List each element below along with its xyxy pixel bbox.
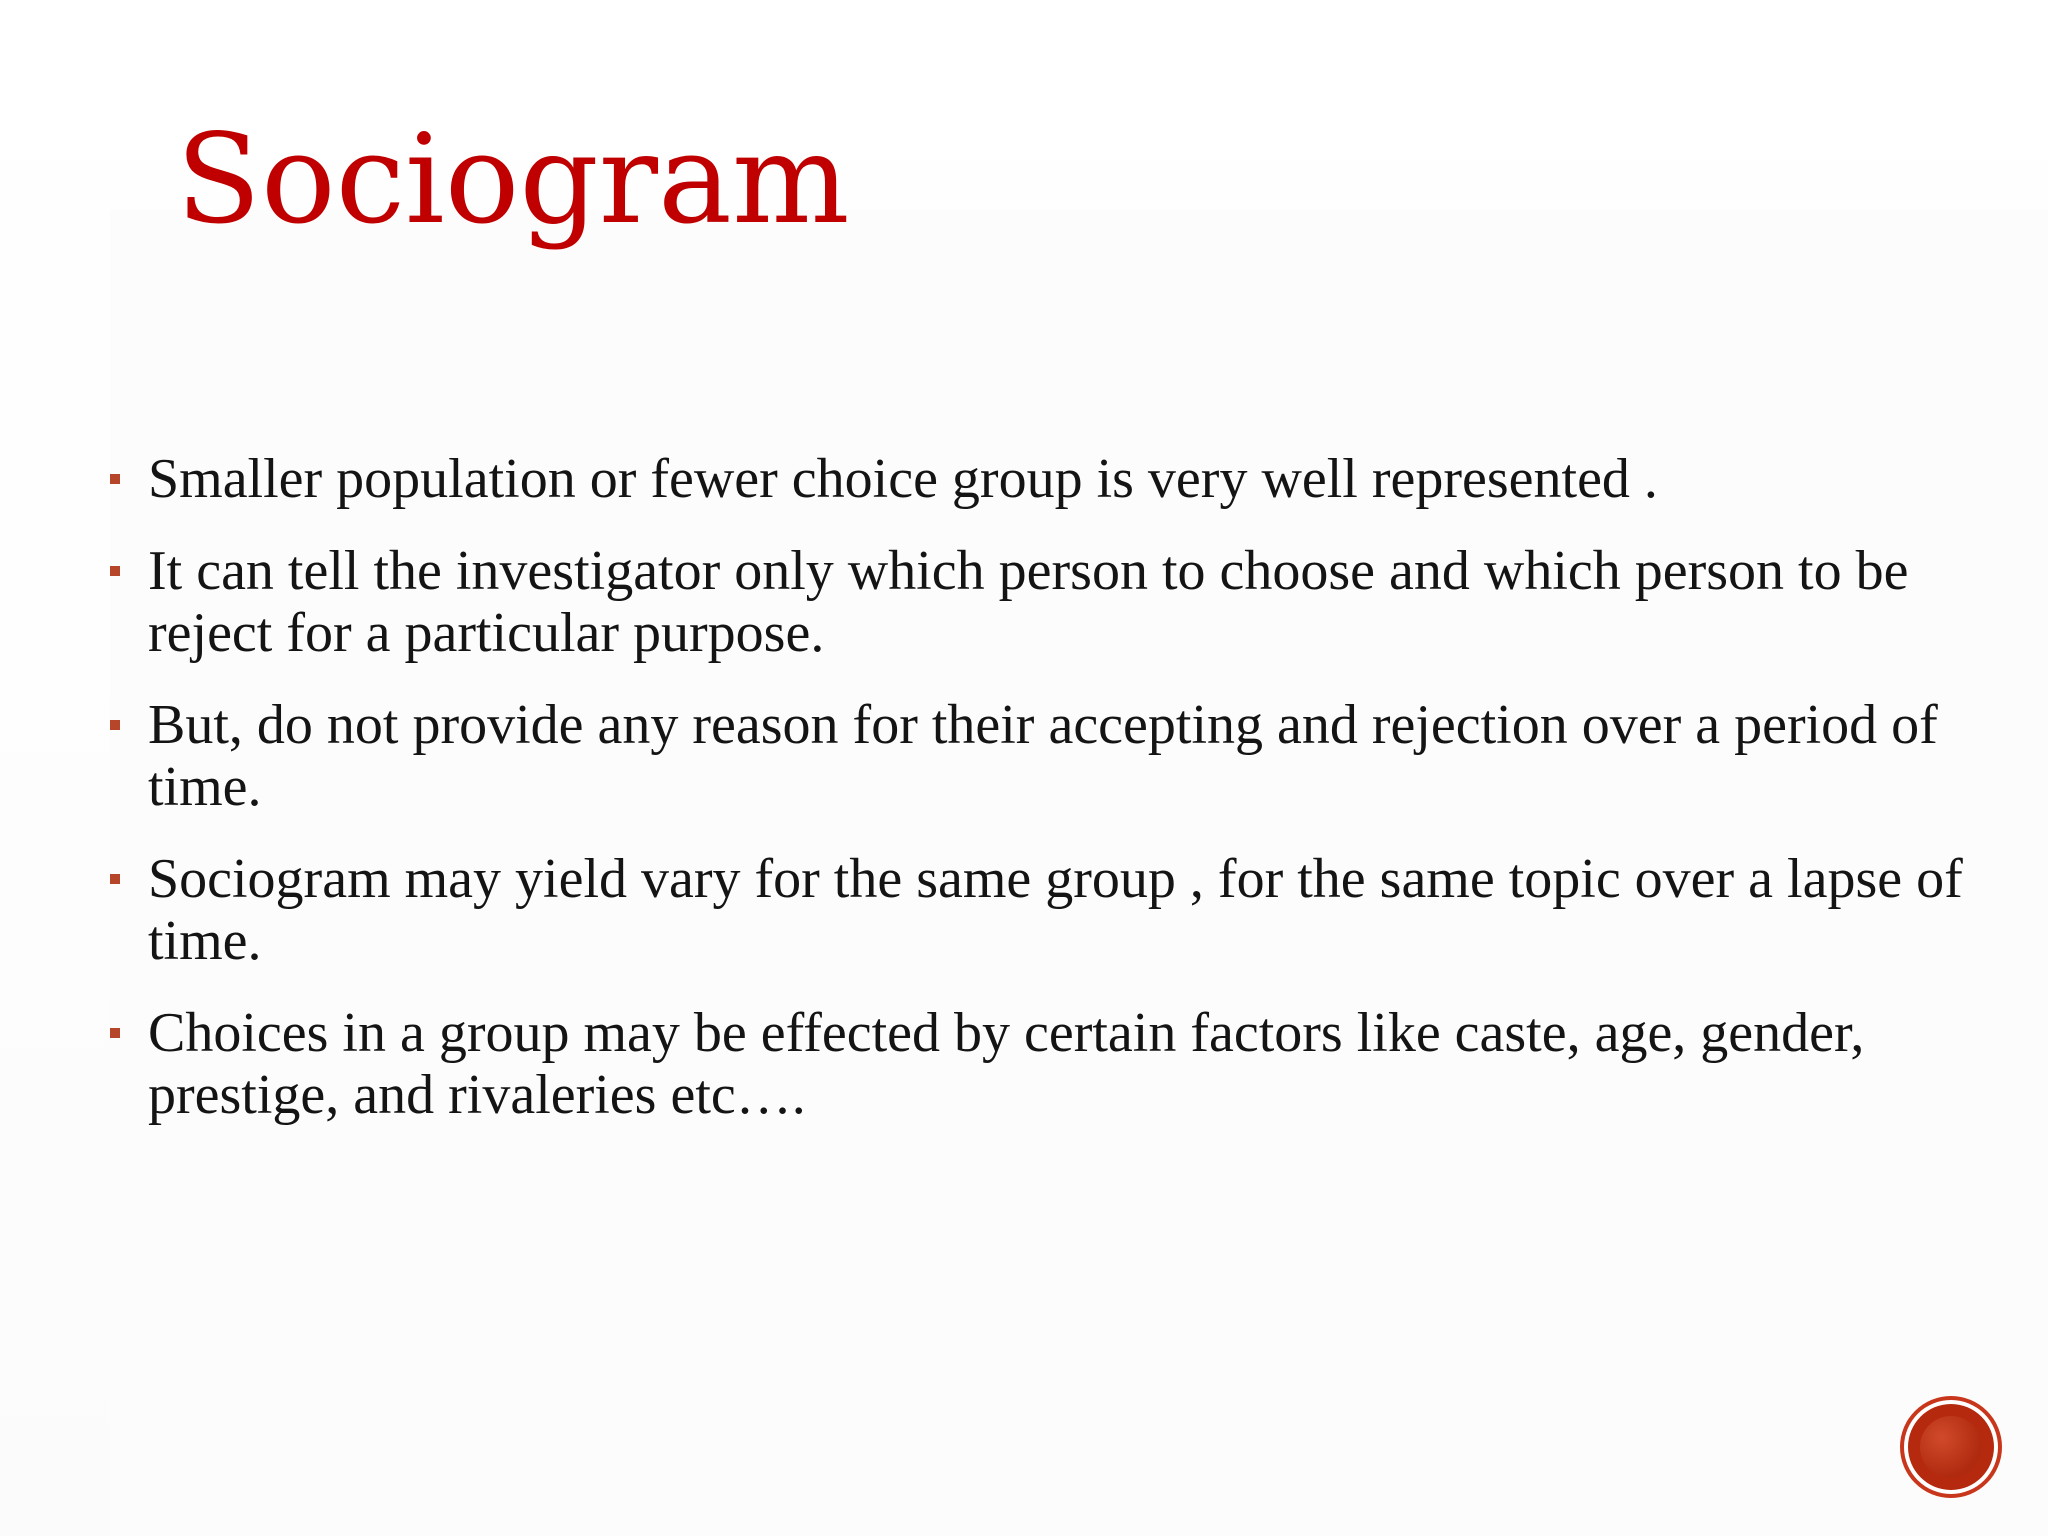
bullet-text: Choices in a group may be effected by certain factors like caste, age, gender, prestige, and rivaleries etc…. xyxy=(148,1002,1865,1126)
square-bullet-icon xyxy=(110,566,120,576)
bullet-text: Sociogram may yield vary for the same group , for the same topic over a lapse of time. xyxy=(148,848,1963,972)
bullet-item xyxy=(110,1002,2010,1126)
bullet-item xyxy=(110,848,2010,972)
square-bullet-icon xyxy=(110,474,120,484)
bullet-item xyxy=(110,540,2010,664)
bullet-text: Smaller population or fewer choice group is very well represented . xyxy=(148,448,1658,510)
square-bullet-icon xyxy=(110,720,120,730)
bullet-item xyxy=(110,448,2010,510)
bullet-list xyxy=(110,448,2010,1156)
square-bullet-icon xyxy=(110,1028,120,1038)
bullet-item xyxy=(110,694,2010,818)
square-bullet-icon xyxy=(110,874,120,884)
circle-button-icon[interactable] xyxy=(1908,1404,1994,1490)
bullet-text: It can tell the investigator only which person to choose and which person to be reject for a particular purpose. xyxy=(148,540,1909,664)
slide-title: Sociogram xyxy=(176,108,850,252)
bullet-text: But, do not provide any reason for their accepting and rejection over a period of time. xyxy=(148,694,1938,818)
